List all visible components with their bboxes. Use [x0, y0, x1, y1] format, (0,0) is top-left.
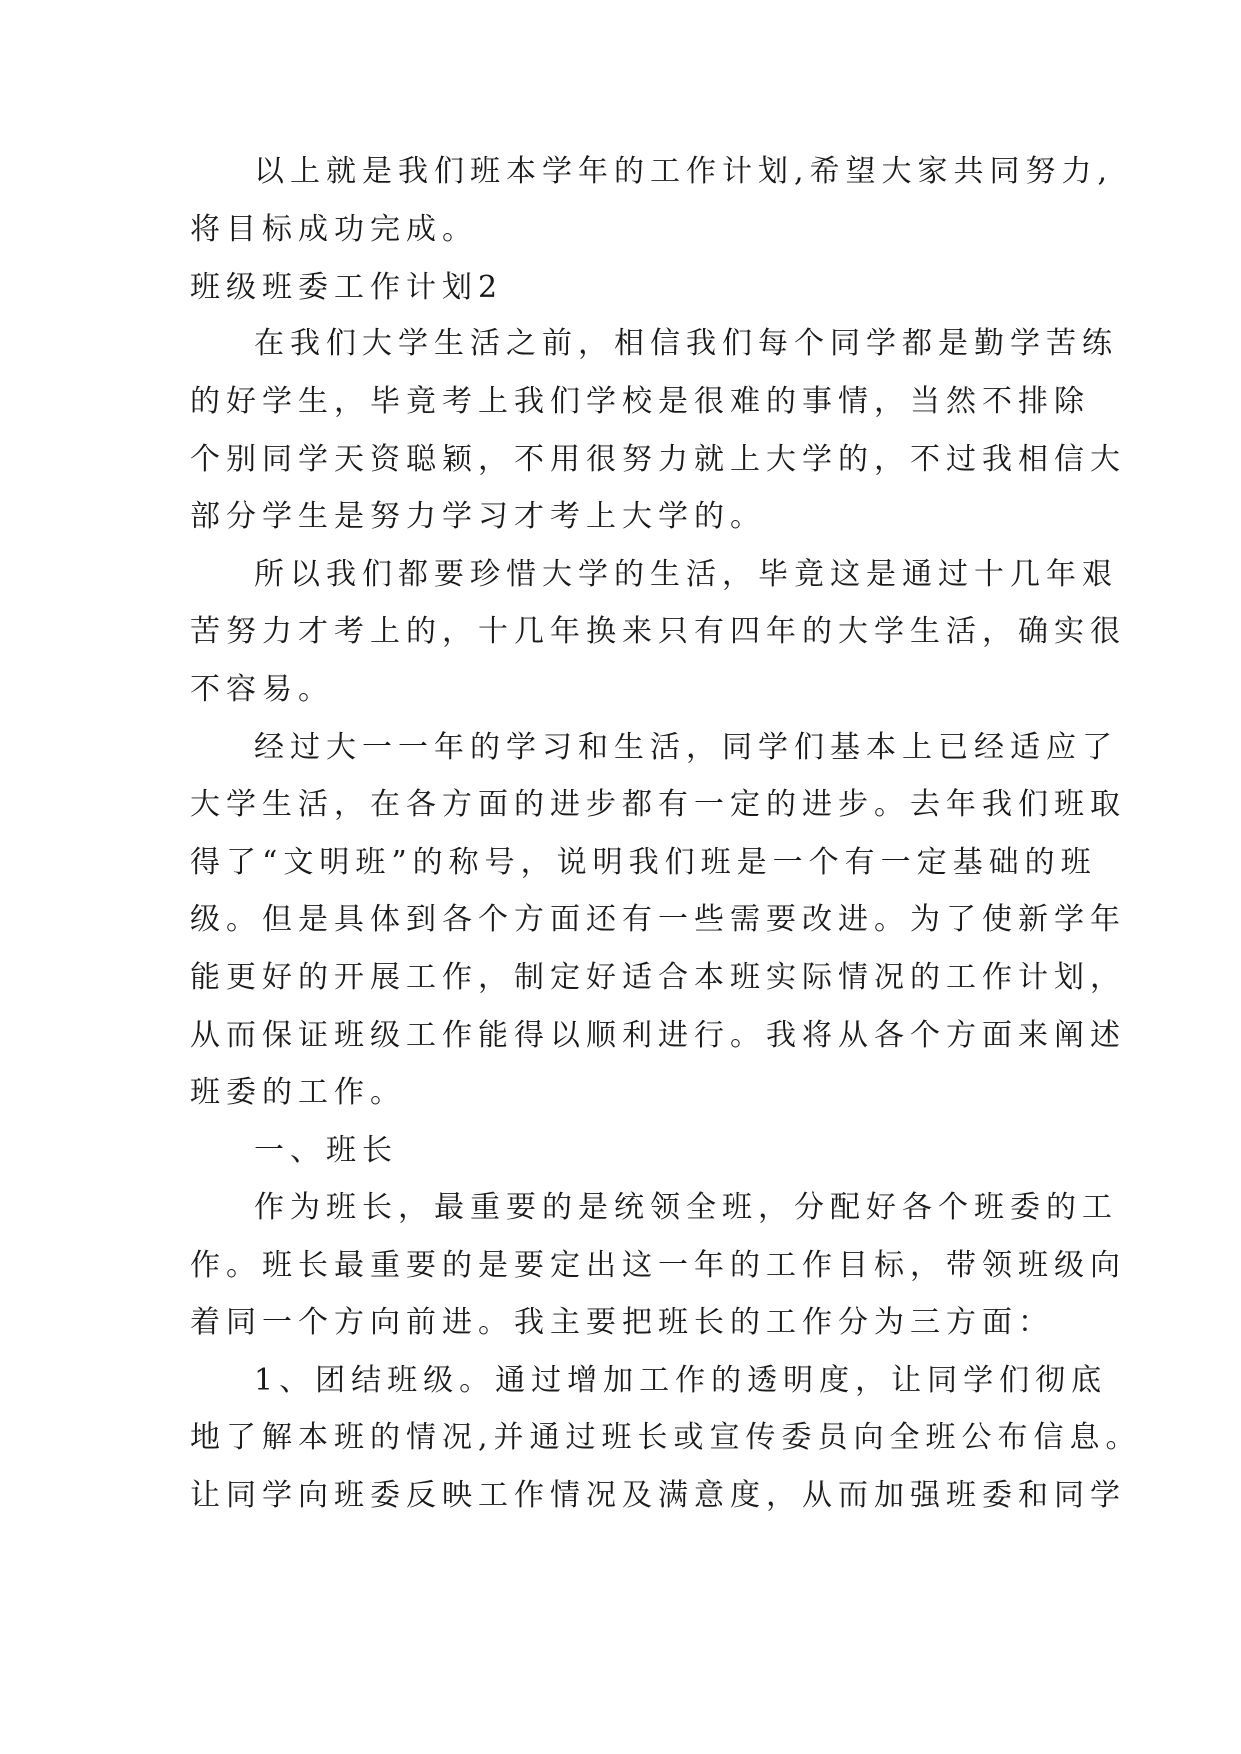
paragraph-line: 能更好的开展工作，制定好适合本班实际情况的工作计划， — [190, 960, 1126, 995]
paragraph-line: 个别同学天资聪颖，不用很努力就上大学的，不过我相信大 — [190, 442, 1126, 477]
paragraph-line: 地了解本班的情况,并通过班长或宣传委员向全班公布信息。 — [190, 1420, 1142, 1455]
paragraph-line: 班委的工作。 — [190, 1075, 406, 1110]
paragraph-line: 作为班长，最重要的是统领全班，分配好各个班委的工 — [254, 1190, 1118, 1225]
paragraph-line: 部分学生是努力学习才考上大学的。 — [190, 499, 766, 534]
paragraph-line: 着同一个方向前进。我主要把班长的工作分为三方面： — [190, 1305, 1054, 1340]
paragraph-line: 从而保证班级工作能得以顺利进行。我将从各个方面来阐述 — [190, 1018, 1126, 1053]
paragraph-line: 得了“文明班”的称号，说明我们班是一个有一定基础的班 — [190, 845, 1097, 880]
paragraph-line: 让同学向班委反映工作情况及满意度，从而加强班委和同学 — [190, 1478, 1126, 1513]
paragraph-line: 所以我们都要珍惜大学的生活，毕竟这是通过十几年艰 — [254, 557, 1118, 592]
paragraph-line: 将目标成功完成。 — [190, 212, 478, 247]
paragraph-line: 不容易。 — [190, 672, 334, 707]
paragraph-line: 作。班长最重要的是要定出这一年的工作目标，带领班级向 — [190, 1248, 1126, 1283]
section-title: 班级班委工作计划2 — [190, 270, 504, 305]
subsection-heading: 一、班长 — [254, 1133, 398, 1168]
paragraph-line: 的好学生，毕竟考上我们学校是很难的事情，当然不排除 — [190, 384, 1090, 419]
paragraph-line: 大学生活，在各方面的进步都有一定的进步。去年我们班取 — [190, 787, 1126, 822]
paragraph-line: 经过大一一年的学习和生活，同学们基本上已经适应了 — [254, 730, 1118, 765]
paragraph-line: 以上就是我们班本学年的工作计划,希望大家共同努力, — [254, 154, 1114, 189]
paragraph-line: 1、团结班级。通过增加工作的透明度，让同学们彻底 — [254, 1363, 1108, 1398]
paragraph-line: 苦努力才考上的，十几年换来只有四年的大学生活，确实很 — [190, 614, 1126, 649]
paragraph-line: 在我们大学生活之前，相信我们每个同学都是勤学苦练 — [254, 326, 1118, 361]
paragraph-line: 级。但是具体到各个方面还有一些需要改进。为了使新学年 — [190, 902, 1126, 937]
